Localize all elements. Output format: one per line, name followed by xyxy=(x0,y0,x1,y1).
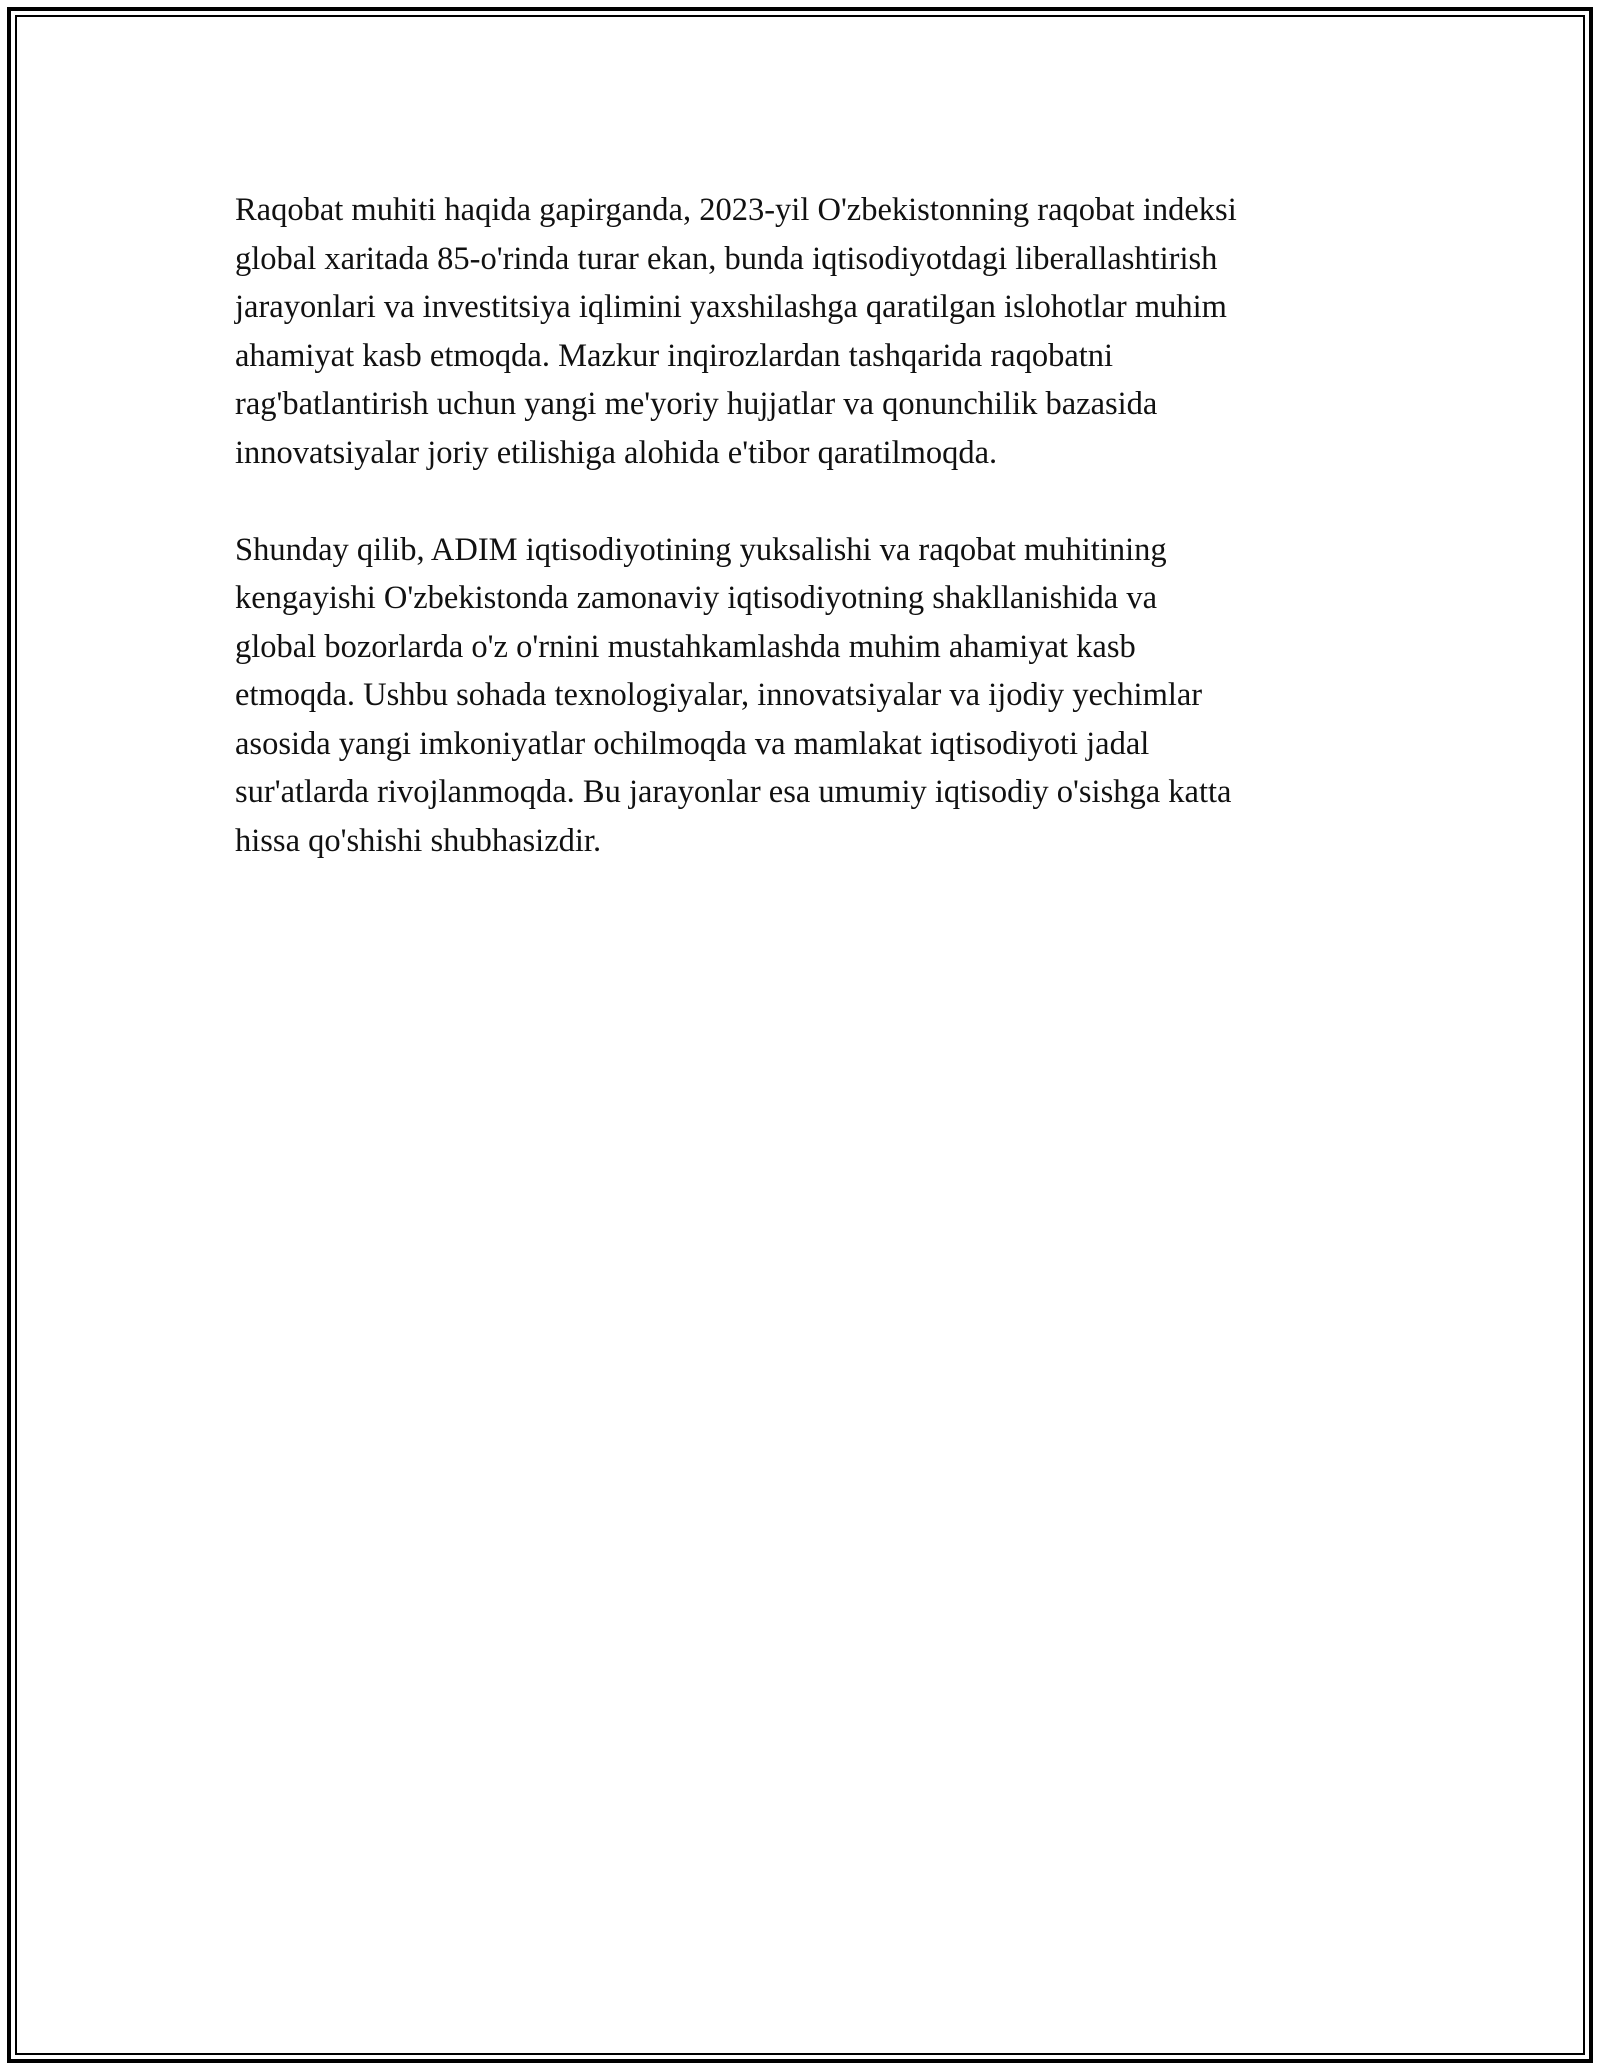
paragraph-2: Shunday qilib, ADIM iqtisodiyotining yuksalishi va raqobat muhitining kengayishi O'zbekistonda zamonaviy iqtisodiyotning shakllanishida va global bozorlarda o'z o'rnini mustahkamlashda muhim ahamiyat kasb etmoqda. Ushbu sohada texnologiyalar, innovatsiyalar va ijodiy yechimlar asosida yangi imkoniyatlar ochilmoqda va mamlakat iqtisodiyoti jadal sur'atlarda rivojlanmoqda. Bu jarayonlar esa umumiy iqtisodiy o'sishga katta hissa qo'shishi shubhasizdir. xyxy=(235,531,1232,859)
paragraph-1: Raqobat muhiti haqida gapirganda, 2023-yil O'zbekistonning raqobat indeksi global xaritada 85-o'rinda turar ekan, bunda iqtisodiyotdagi liberallashtirish jarayonlari va investitsiya iqlimini yaxshilashga qaratilgan islohotlar muhim ahamiyat kasb etmoqda. Mazkur inqirozlardan tashqarida raqobatni rag'batlantirish uchun yangi me'yoriy hujjatlar va qonunchilik bazasida innovatsiyalar joriy etilishiga alohida e'tibor qaratilmoqda. xyxy=(235,192,1237,471)
document-body xyxy=(235,186,1375,914)
